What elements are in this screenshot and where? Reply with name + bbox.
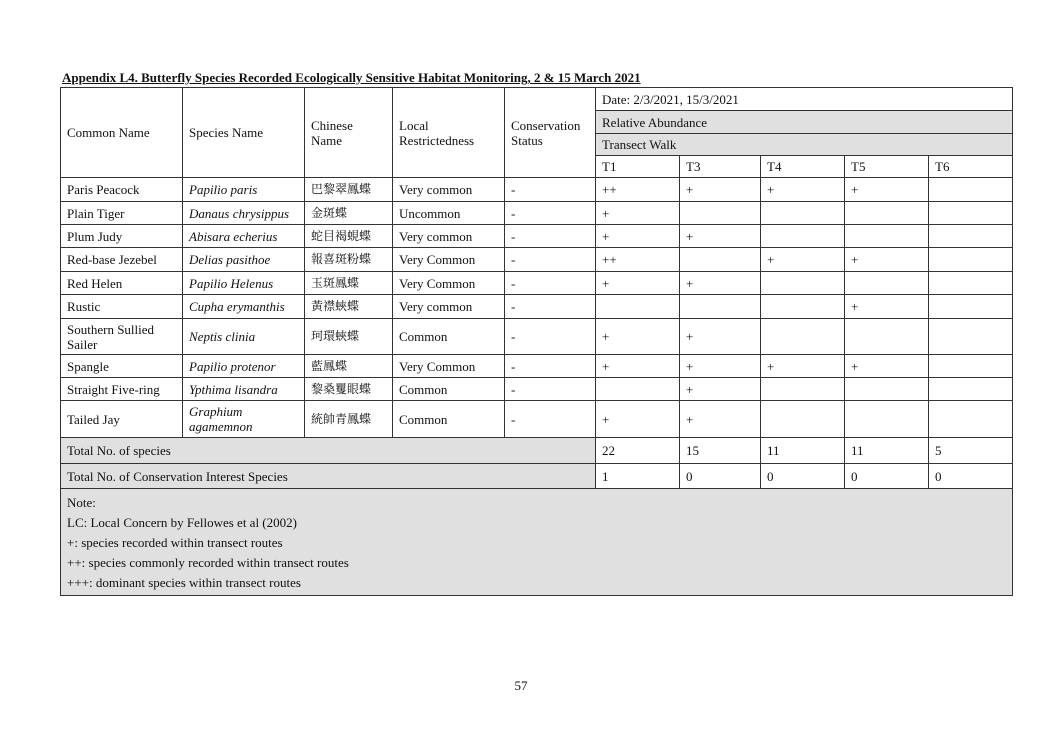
chinese-name-cell: 巴黎翠鳳蝶 — [305, 178, 393, 202]
local-restrictedness-cell: Very common — [393, 178, 505, 202]
t6-cell — [929, 319, 1013, 355]
common-name-cell: Tailed Jay — [61, 401, 183, 438]
t3-cell: + — [680, 355, 761, 378]
common-name-cell: Plain Tiger — [61, 202, 183, 225]
total-species-t1: 22 — [596, 438, 680, 464]
t1-cell: + — [596, 319, 680, 355]
local-restrictedness-cell: Very common — [393, 225, 505, 248]
species-name-cell: Danaus chrysippus — [183, 202, 305, 225]
t1-cell: + — [596, 202, 680, 225]
header-date: Date: 2/3/2021, 15/3/2021 — [596, 88, 1013, 111]
t3-cell: + — [680, 272, 761, 295]
t1-cell: ++ — [596, 248, 680, 272]
table-row — [61, 319, 1013, 355]
notes-section — [61, 489, 1013, 596]
local-restrictedness-cell: Very Common — [393, 272, 505, 295]
total-conservation-row — [61, 464, 1013, 489]
chinese-name-cell: 報喜斑粉蝶 — [305, 248, 393, 272]
chinese-name-cell: 金斑蝶 — [305, 202, 393, 225]
t4-cell — [761, 401, 845, 438]
chinese-name-cell: 玉斑鳳蝶 — [305, 272, 393, 295]
header-t1: T1 — [596, 156, 680, 178]
t5-cell: + — [845, 355, 929, 378]
table-row — [61, 355, 1013, 378]
common-name-cell: Rustic — [61, 295, 183, 319]
species-name-cell: Ypthima lisandra — [183, 378, 305, 401]
total-conservation-t5: 0 — [845, 464, 929, 489]
common-name-cell: Red-base Jezebel — [61, 248, 183, 272]
t1-cell: ++ — [596, 178, 680, 202]
table-row — [61, 225, 1013, 248]
header-conservation-status: Conservation Status — [505, 88, 596, 178]
t5-cell — [845, 272, 929, 295]
conservation-status-cell: - — [505, 355, 596, 378]
t4-cell — [761, 202, 845, 225]
chinese-name-cell: 藍鳳蝶 — [305, 355, 393, 378]
t3-cell: + — [680, 225, 761, 248]
t6-cell — [929, 202, 1013, 225]
t4-cell: + — [761, 178, 845, 202]
local-restrictedness-cell: Common — [393, 401, 505, 438]
species-name-cell: Neptis clinia — [183, 319, 305, 355]
common-name-cell: Spangle — [61, 355, 183, 378]
conservation-status-cell: - — [505, 378, 596, 401]
conservation-status-cell: - — [505, 272, 596, 295]
header-relative-abundance: Relative Abundance — [596, 111, 1013, 134]
t3-cell — [680, 248, 761, 272]
common-name-cell: Paris Peacock — [61, 178, 183, 202]
total-conservation-t4: 0 — [761, 464, 845, 489]
t3-cell: + — [680, 319, 761, 355]
t3-cell: + — [680, 178, 761, 202]
chinese-name-cell: 珂環蛺蝶 — [305, 319, 393, 355]
total-species-t6: 5 — [929, 438, 1013, 464]
t5-cell — [845, 202, 929, 225]
local-restrictedness-cell: Common — [393, 319, 505, 355]
table-row — [61, 378, 1013, 401]
note-line: ++: species commonly recorded within transect routes — [67, 555, 349, 570]
t6-cell — [929, 272, 1013, 295]
chinese-name-cell: 黃襟蛺蝶 — [305, 295, 393, 319]
t4-cell — [761, 319, 845, 355]
local-restrictedness-cell: Very Common — [393, 248, 505, 272]
total-species-row — [61, 438, 1013, 464]
header-common-name: Common Name — [61, 88, 183, 178]
t6-cell — [929, 378, 1013, 401]
total-species-label: Total No. of species — [61, 438, 596, 464]
common-name-cell: Red Helen — [61, 272, 183, 295]
species-name-cell: Abisara echerius — [183, 225, 305, 248]
table-title: Appendix L4. Butterfly Species Recorded Ecologically Sensitive Habitat Monitoring, 2 & 15 March 2021 — [62, 70, 641, 85]
t5-cell: + — [845, 248, 929, 272]
conservation-status-cell: - — [505, 401, 596, 438]
species-name-cell: Papilio protenor — [183, 355, 305, 378]
table-row — [61, 202, 1013, 225]
t6-cell — [929, 355, 1013, 378]
note-heading: Note: — [67, 495, 96, 510]
common-name-cell: Straight Five-ring — [61, 378, 183, 401]
t5-cell — [845, 319, 929, 355]
species-name-cell: Papilio paris — [183, 178, 305, 202]
t4-cell — [761, 378, 845, 401]
table-row — [61, 272, 1013, 295]
total-conservation-label: Total No. of Conservation Interest Species — [61, 464, 596, 489]
species-name-cell: Papilio Helenus — [183, 272, 305, 295]
table-row — [61, 295, 1013, 319]
t5-cell — [845, 378, 929, 401]
chinese-name-cell: 蛇目褐蜆蝶 — [305, 225, 393, 248]
note-line: +: species recorded within transect routes — [67, 535, 283, 550]
total-species-t3: 15 — [680, 438, 761, 464]
t4-cell — [761, 225, 845, 248]
total-conservation-t6: 0 — [929, 464, 1013, 489]
common-name-cell: Plum Judy — [61, 225, 183, 248]
total-conservation-t1: 1 — [596, 464, 680, 489]
table-row — [61, 248, 1013, 272]
t1-cell: + — [596, 355, 680, 378]
t4-cell — [761, 295, 845, 319]
t6-cell — [929, 295, 1013, 319]
t3-cell: + — [680, 401, 761, 438]
header-local-restrictedness: Local Restrictedness — [393, 88, 505, 178]
common-name-cell: Southern Sullied Sailer — [61, 319, 183, 355]
conservation-status-cell: - — [505, 202, 596, 225]
t3-cell — [680, 202, 761, 225]
total-species-t5: 11 — [845, 438, 929, 464]
butterfly-species-table — [60, 87, 1013, 596]
t4-cell: + — [761, 248, 845, 272]
t4-cell: + — [761, 355, 845, 378]
t3-cell: + — [680, 378, 761, 401]
species-name-cell: Cupha erymanthis — [183, 295, 305, 319]
species-name-cell: Graphium agamemnon — [183, 401, 305, 438]
conservation-status-cell: - — [505, 225, 596, 248]
header-t6: T6 — [929, 156, 1013, 178]
header-t3: T3 — [680, 156, 761, 178]
conservation-status-cell: - — [505, 295, 596, 319]
local-restrictedness-cell: Common — [393, 378, 505, 401]
page-number: 57 — [514, 678, 528, 693]
chinese-name-cell: 黎桑矍眼蝶 — [305, 378, 393, 401]
t1-cell — [596, 378, 680, 401]
table-row — [61, 178, 1013, 202]
t1-cell — [596, 295, 680, 319]
conservation-status-cell: - — [505, 319, 596, 355]
species-name-cell: Delias pasithoe — [183, 248, 305, 272]
t5-cell — [845, 401, 929, 438]
header-transect-walk: Transect Walk — [596, 134, 1013, 156]
note-line: +++: dominant species within transect routes — [67, 575, 301, 590]
chinese-name-cell: 統帥青鳳蝶 — [305, 401, 393, 438]
t5-cell — [845, 225, 929, 248]
total-species-t4: 11 — [761, 438, 845, 464]
table-row — [61, 401, 1013, 438]
t1-cell: + — [596, 272, 680, 295]
t3-cell — [680, 295, 761, 319]
t4-cell — [761, 272, 845, 295]
t6-cell — [929, 248, 1013, 272]
header-t4: T4 — [761, 156, 845, 178]
t5-cell: + — [845, 178, 929, 202]
total-conservation-t3: 0 — [680, 464, 761, 489]
local-restrictedness-cell: Very common — [393, 295, 505, 319]
local-restrictedness-cell: Very Common — [393, 355, 505, 378]
header-species-name: Species Name — [183, 88, 305, 178]
t6-cell — [929, 225, 1013, 248]
t6-cell — [929, 178, 1013, 202]
t1-cell: + — [596, 401, 680, 438]
header-chinese-name: Chinese Name — [305, 88, 393, 178]
conservation-status-cell: - — [505, 178, 596, 202]
note-line: LC: Local Concern by Fellowes et al (2002) — [67, 515, 297, 530]
t6-cell — [929, 401, 1013, 438]
header-t5: T5 — [845, 156, 929, 178]
conservation-status-cell: - — [505, 248, 596, 272]
t1-cell: + — [596, 225, 680, 248]
local-restrictedness-cell: Uncommon — [393, 202, 505, 225]
t5-cell: + — [845, 295, 929, 319]
